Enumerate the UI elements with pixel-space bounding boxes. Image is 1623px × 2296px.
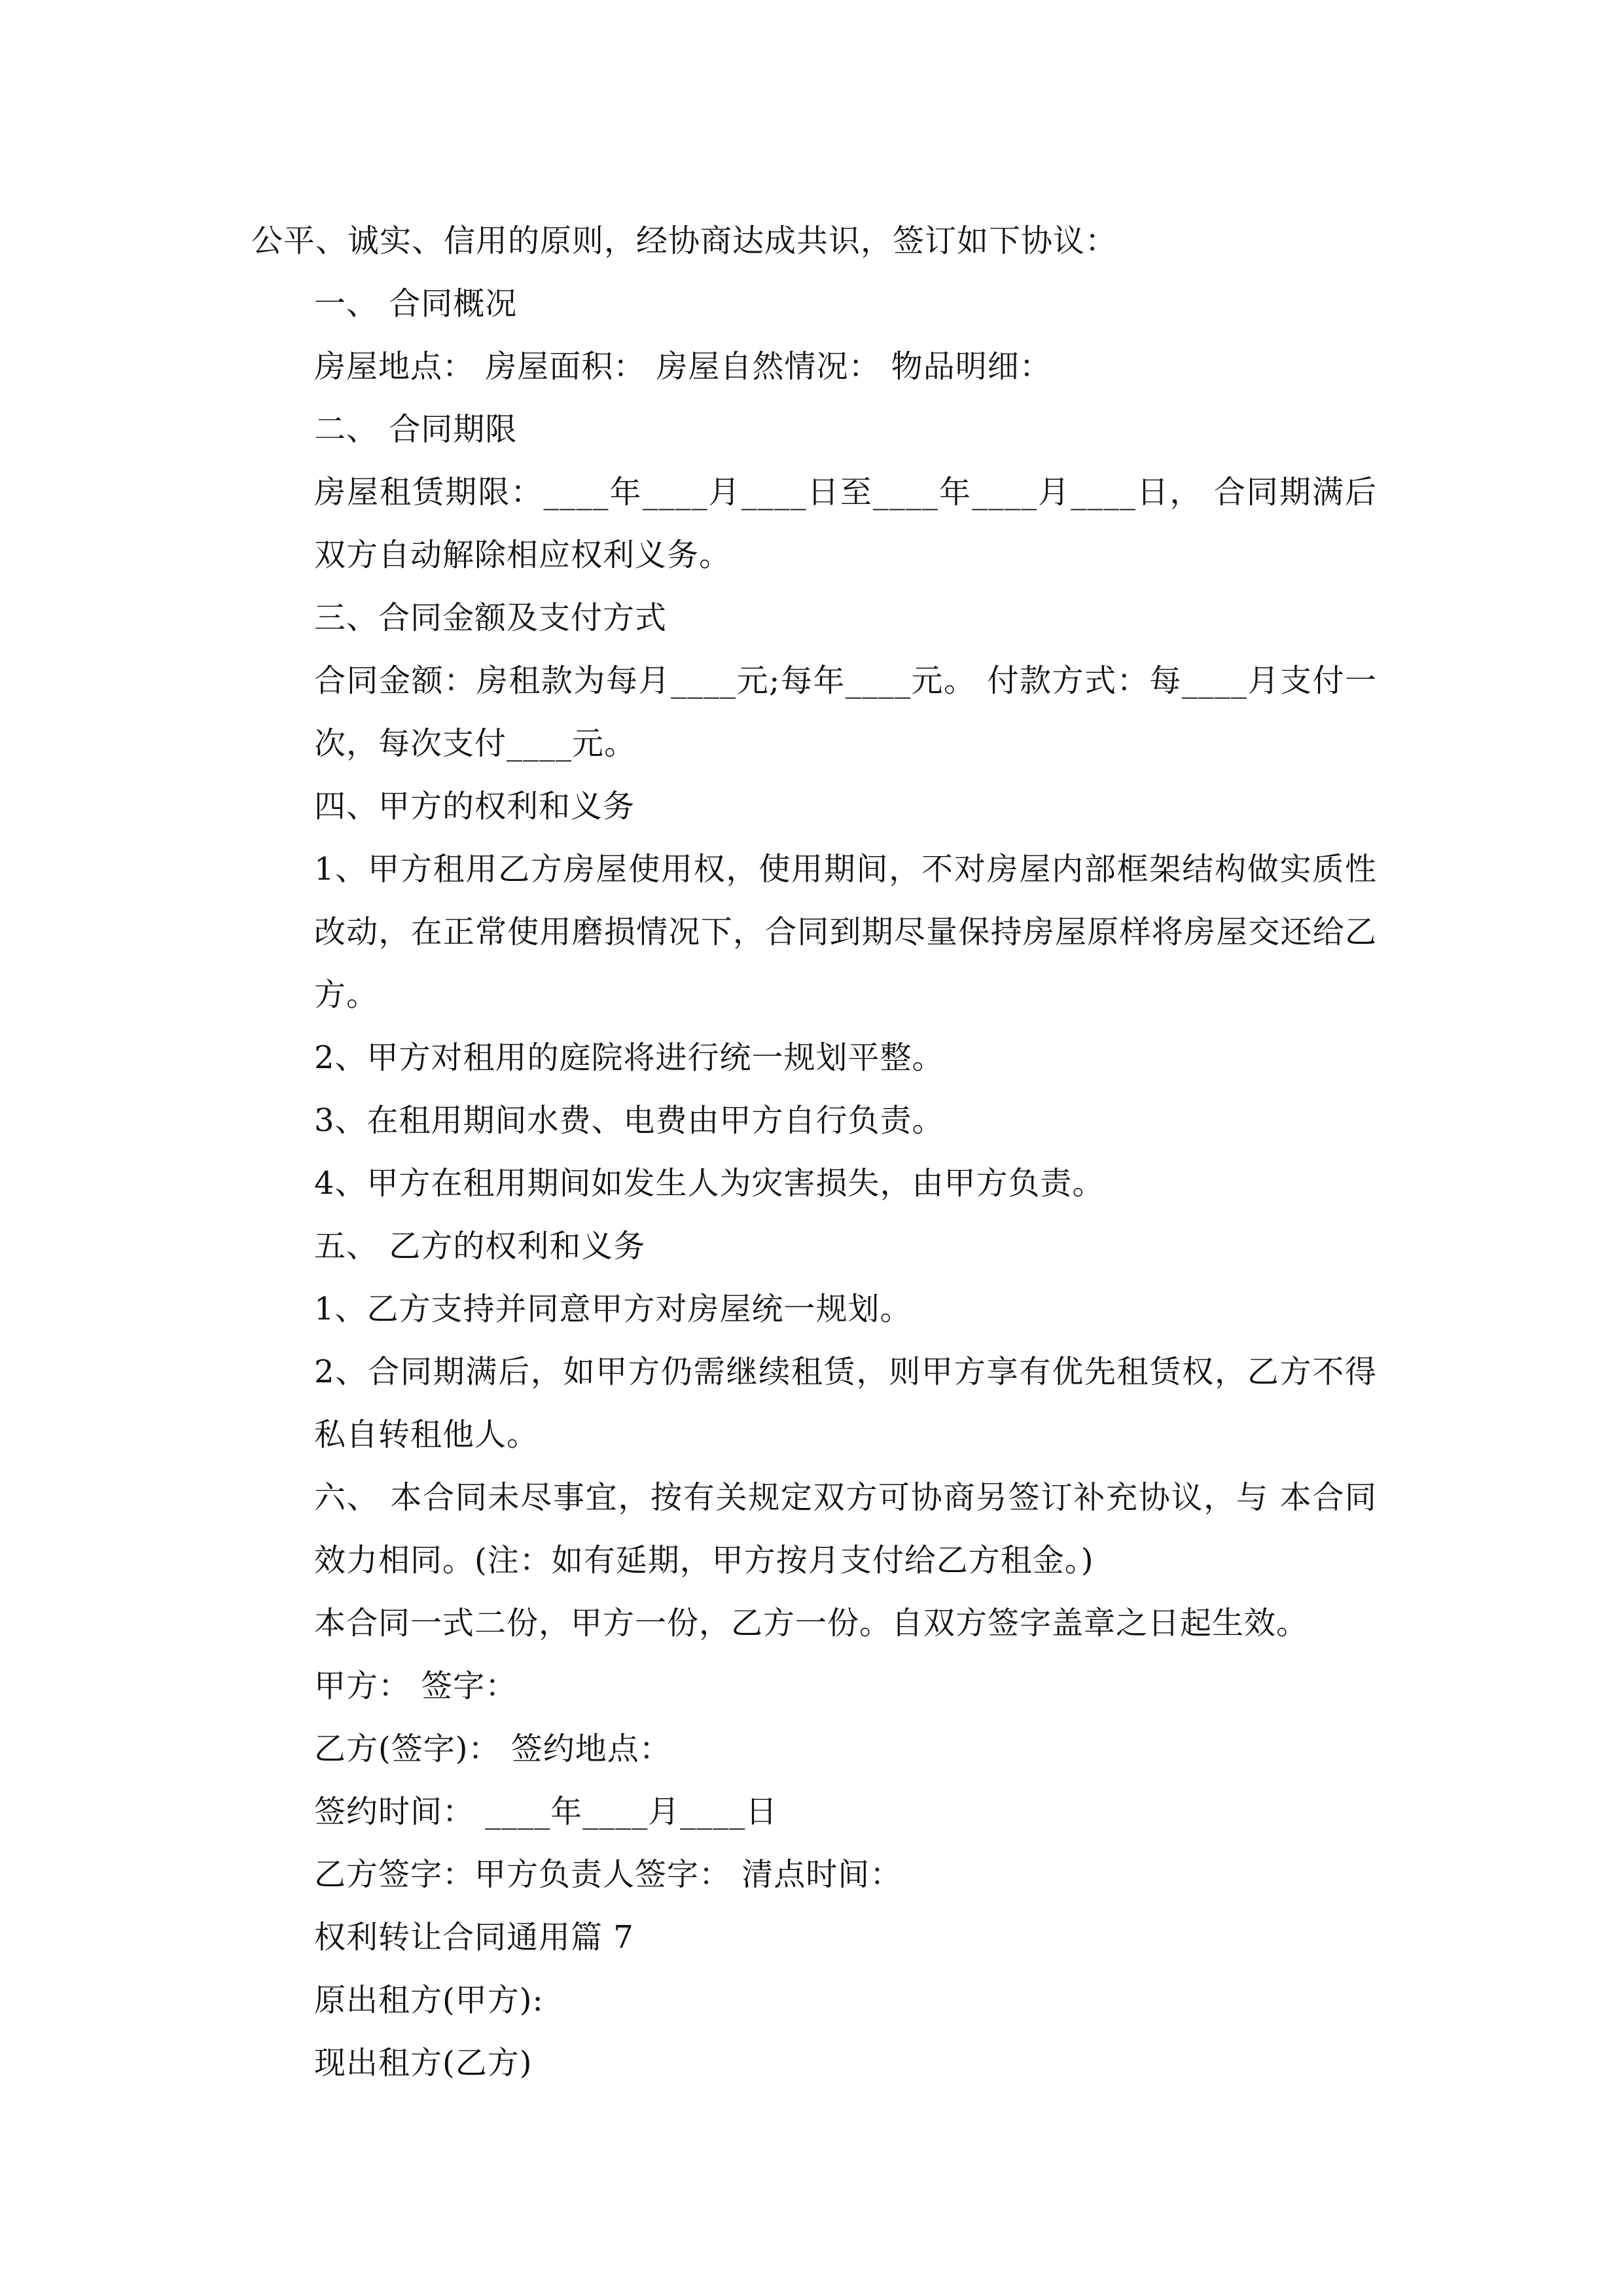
next-article-title: 权利转让合同通用篇 7 xyxy=(314,1919,634,1956)
paragraph-party-b-clause-1: 1、乙方支持并同意甲方对房屋统一规划。 xyxy=(314,1291,912,1327)
signature-responsible: 乙方签字：甲方负责人签字： 清点时间： xyxy=(314,1856,902,1893)
signature-party-b: 乙方(签字)： 签约地点： xyxy=(314,1731,671,1767)
section-heading-6: 六、 本合同未尽事宜，按有关规定双方可协商另签订补充协议，与 本合同效力相同。(注：如有延期，甲方按月支付给乙方租金。) xyxy=(314,1479,1377,1579)
section-heading-4: 四、甲方的权利和义务 xyxy=(314,788,635,825)
current-lessor: 现出租方(乙方) xyxy=(314,2045,533,2081)
section-heading-5: 五、 乙方的权利和义务 xyxy=(314,1228,646,1265)
original-lessor: 原出租方(甲方): xyxy=(314,1982,544,2018)
paragraph-party-a-clause-3: 3、在租用期间水费、电费由甲方自行负责。 xyxy=(314,1102,944,1139)
signing-date: 签约时间： ____年____月____日 xyxy=(314,1793,778,1830)
signature-party-a: 甲方： 签字： xyxy=(314,1668,518,1704)
paragraph-party-a-clause-4: 4、甲方在租用期间如发生人为灾害损失，由甲方负责。 xyxy=(314,1165,1105,1202)
paragraph-party-a-clause-2: 2、甲方对租用的庭院将进行统一规划平整。 xyxy=(314,1039,944,1076)
paragraph-intro: 公平、诚实、信用的原则，经协商达成共识，签订如下协议： xyxy=(251,223,1118,259)
paragraph-lease-term: 房屋租赁期限：____年____月____日至____年____月____日， 合同期满后双方自动解除相应权利义务。 xyxy=(314,474,1377,573)
paragraph-party-b-clause-2: 2、合同期满后，如甲方仍需继续租赁，则甲方享有优先租赁权，乙方不得私自转租他人。 xyxy=(314,1354,1377,1453)
paragraph-property-info: 房屋地点： 房屋面积： 房屋自然情况： 物品明细： xyxy=(314,348,1052,385)
section-heading-1: 一、 合同概况 xyxy=(314,285,518,322)
paragraph-party-a-clause-1: 1、甲方租用乙方房屋使用权，使用期间，不对房屋内部框架结构做实质性改动，在正常使用磨损情况下，合同到期尽量保持房屋原样将房屋交还给乙方。 xyxy=(314,851,1377,1013)
paragraph-copies: 本合同一式二份，甲方一份，乙方一份。自双方签字盖章之日起生效。 xyxy=(314,1605,1309,1641)
paragraph-contract-amount: 合同金额：房租款为每月____元;每年____元。 付款方式：每____月支付一次，每次支付____元。 xyxy=(314,662,1377,762)
section-heading-3: 三、合同金额及支付方式 xyxy=(314,600,668,636)
section-heading-2: 二、 合同期限 xyxy=(314,411,518,448)
document-body xyxy=(251,209,1377,2094)
